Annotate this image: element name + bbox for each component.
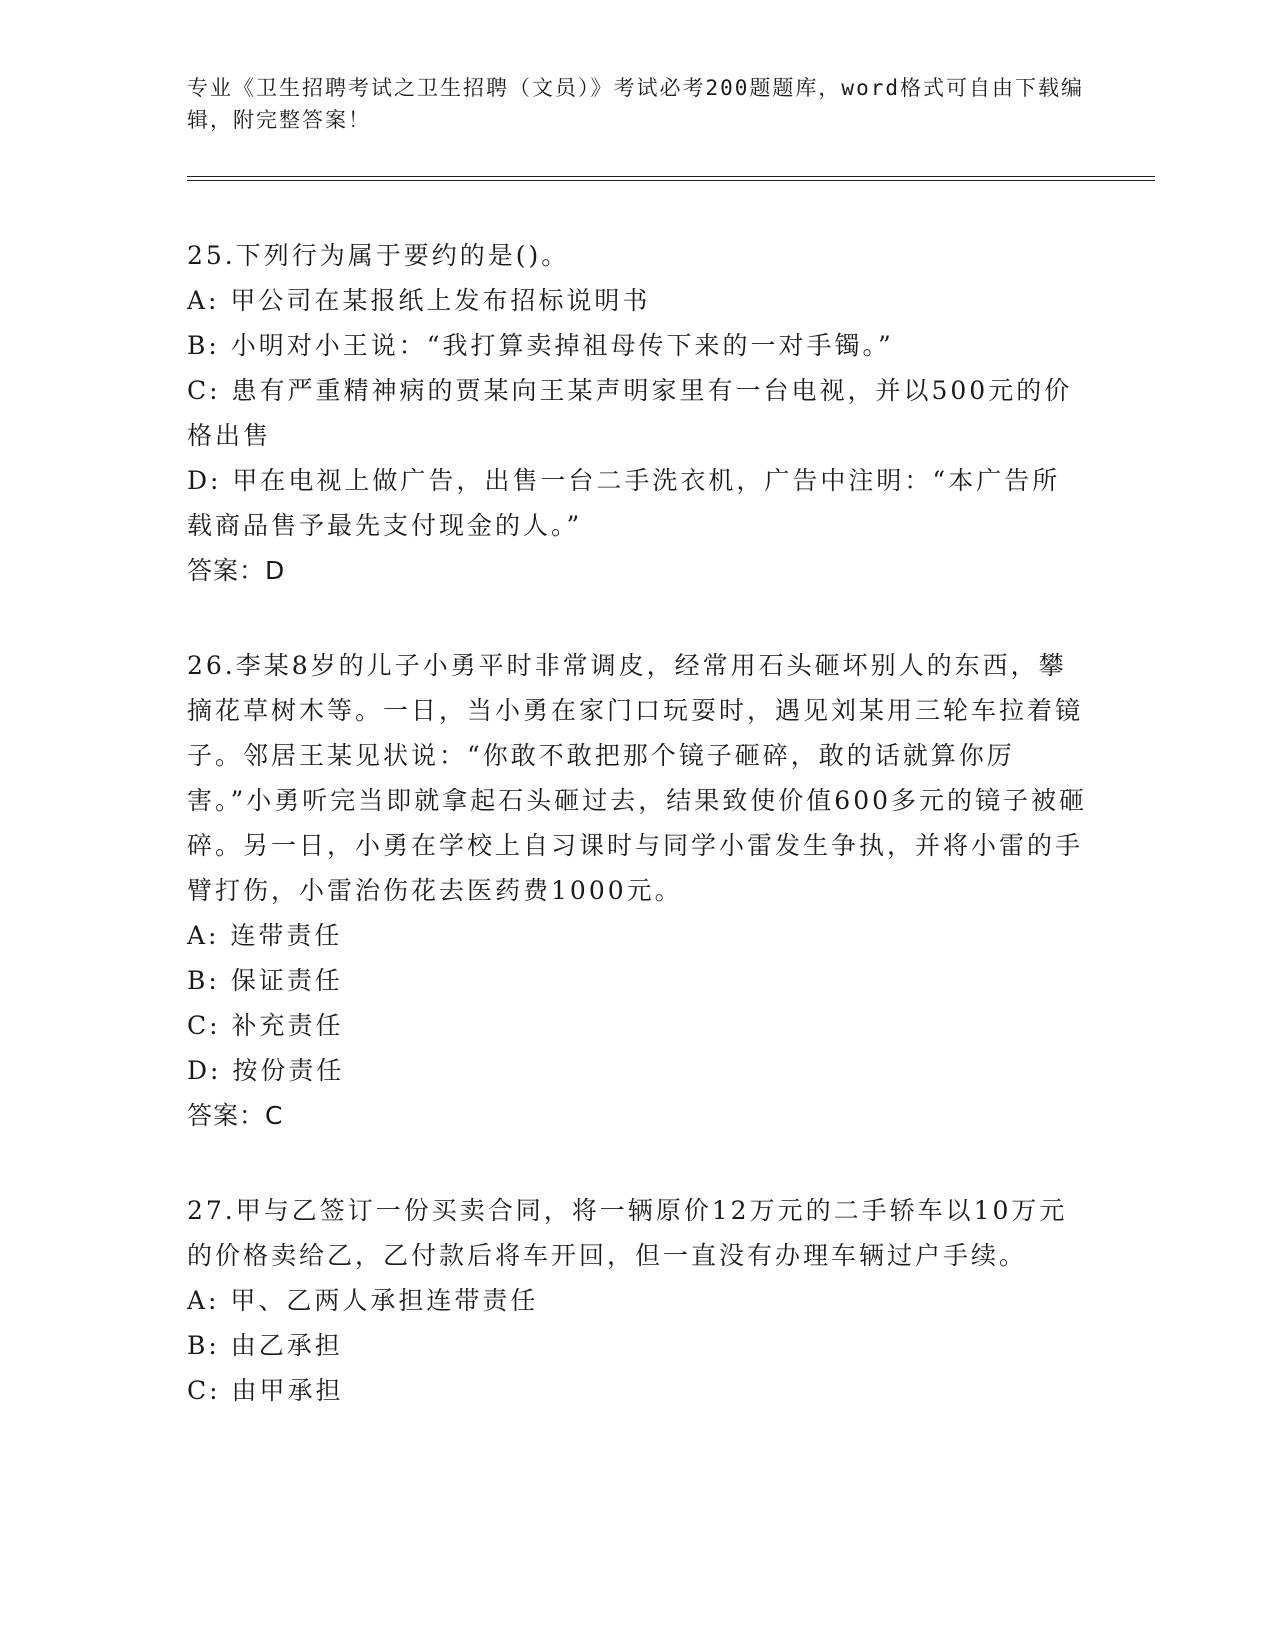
option-a: A: 甲、乙两人承担连带责任 [187,1286,539,1315]
option-b: B: 小明对小王说：“我打算卖掉祖母传下来的一对手镯。” [187,331,894,360]
document-header: 专业《卫生招聘考试之卫生招聘（文员）》考试必考200题题库，word格式可自由下载编辑，附完整答案！ [187,76,1084,132]
option-b: B: 保证责任 [187,966,343,995]
option-c: C: 患有严重精神病的贾某向王某声明家里有一台电视，并以500元的价格出售 [187,376,1073,450]
document-page [187,72,1087,1413]
question-27 [187,1188,1087,1413]
option-a: A: 甲公司在某报纸上发布招标说明书 [187,286,651,315]
answer-line: 答案：D [187,556,286,585]
header-divider [187,176,1155,181]
question-stem: 27.甲与乙签订一份买卖合同，将一辆原价12万元的二手轿车以10万元的价格卖给乙，乙付款后将车开回，但一直没有办理车辆过户手续。 [187,1196,1068,1270]
option-b: B: 由乙承担 [187,1331,343,1360]
question-26 [187,643,1087,1138]
option-d: D: 按份责任 [187,1056,345,1085]
question-stem: 25.下列行为属于要约的是()。 [187,241,570,270]
question-25 [187,233,1087,593]
question-stem: 26.李某8岁的儿子小勇平时非常调皮，经常用石头砸坏别人的东西，攀摘花草树木等。一日，当小勇在家门口玩耍时，遇见刘某用三轮车拉着镜子。邻居王某见状说：“你敢不敢把那个镜子砸碎，敢的话就算你厉害。”小勇听完当即就拿起石头砸过去，结果致使价值600多元的镜子被砸碎。另一日，小勇在学校上自习课时与同学小雷发生争执，并将小雷的手臂打伤，小雷治伤花去医药费1000元。 [187,651,1088,905]
option-d: D: 甲在电视上做广告，出售一台二手洗衣机，广告中注明：“本广告所载商品售予最先支付现金的人。” [187,466,1061,540]
option-a: A: 连带责任 [187,921,343,950]
option-c: C: 补充责任 [187,1011,344,1040]
answer-line: 答案：C [187,1101,284,1130]
option-c: C: 由甲承担 [187,1376,344,1405]
